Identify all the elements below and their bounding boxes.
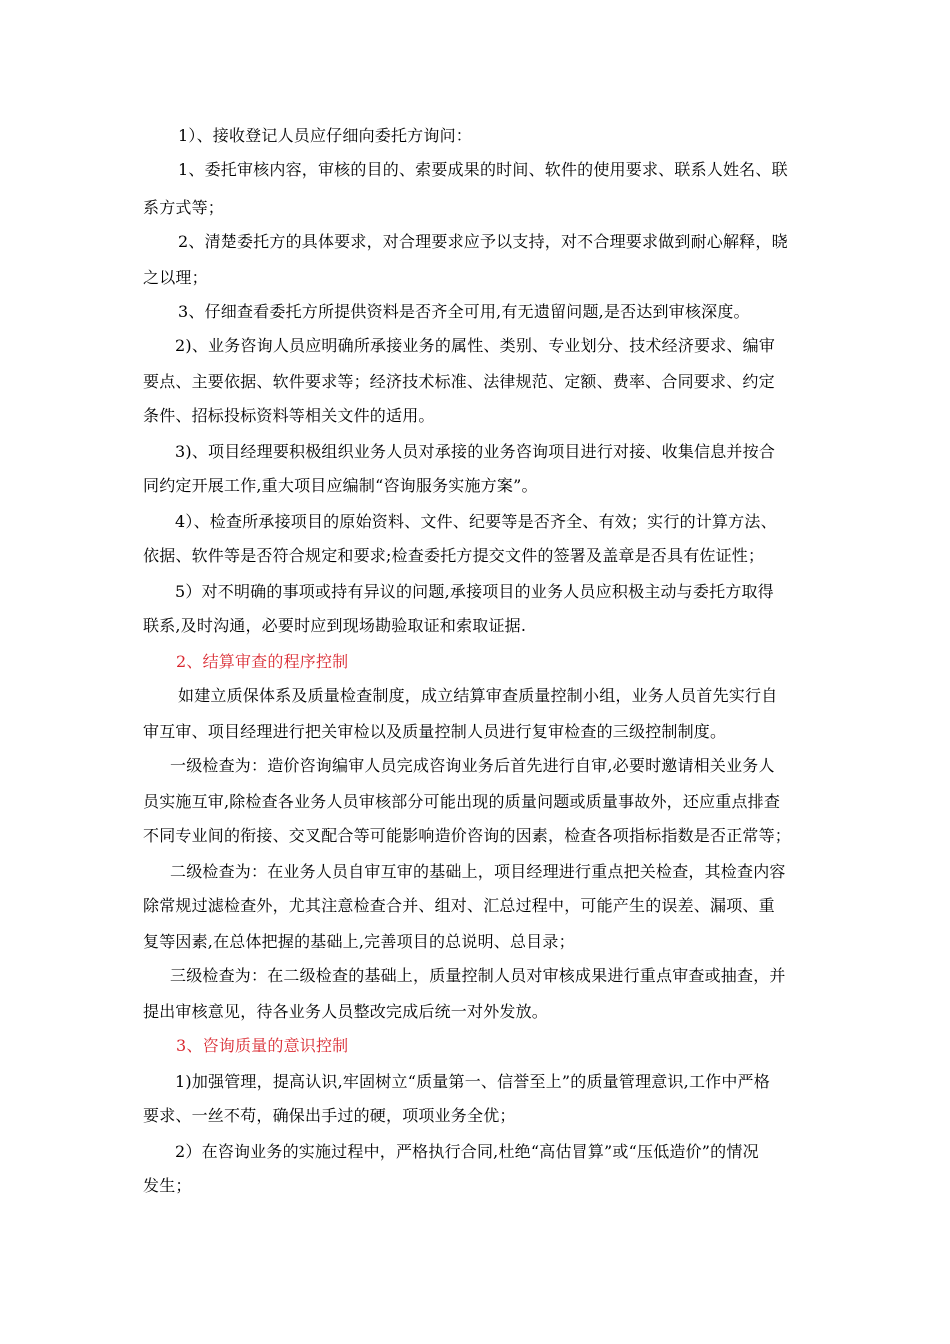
paragraph-line: 同约定开展工作,重大项目应编制“咨询服务实施方案”。 bbox=[143, 476, 538, 495]
paragraph-line: 之以理； bbox=[143, 268, 208, 287]
paragraph-line: 1、委托审核内容，审核的目的、索要成果的时间、软件的使用要求、联系人姓名、联 bbox=[178, 160, 788, 179]
paragraph-line: 复等因素,在总体把握的基础上,完善项目的总说明、总目录； bbox=[143, 932, 575, 951]
paragraph-line: 4）、检查所承接项目的原始资料、文件、纪要等是否齐全、有效；实行的计算方法、 bbox=[175, 512, 777, 531]
paragraph-line: 联系,及时沟通，必要时应到现场勘验取证和索取证据. bbox=[143, 616, 527, 635]
paragraph-line: 3、仔细查看委托方所提供资料是否齐全可用,有无遗留问题,是否达到审核深度。 bbox=[178, 302, 750, 321]
paragraph-line: 不同专业间的衔接、交叉配合等可能影响造价咨询的因素，检查各项指标指数是否正常等； bbox=[143, 826, 792, 845]
paragraph-line: 3)、项目经理要积极组织业务人员对承接的业务咨询项目进行对接、收集信息并按合 bbox=[175, 442, 776, 461]
paragraph-line: 依据、软件等是否符合规定和要求;检查委托方提交文件的签署及盖章是否具有佐证性； bbox=[143, 546, 765, 565]
section-heading-settlement-review: 2、结算审查的程序控制 bbox=[176, 652, 349, 671]
paragraph-line: 2、清楚委托方的具体要求，对合理要求应予以支持，对不合理要求做到耐心解释，晓 bbox=[178, 232, 788, 251]
paragraph-line: 员实施互审,除检查各业务人员审核部分可能出现的质量问题或质量事故外，还应重点排查 bbox=[143, 792, 781, 811]
paragraph-line: 2）在咨询业务的实施过程中，严格执行合同,杜绝“高估冒算”或“压低造价”的情况 bbox=[175, 1142, 759, 1161]
paragraph-line: 1)加强管理，提高认识,牢固树立“质量第一、信誉至上”的质量管理意识,工作中严格 bbox=[175, 1072, 770, 1091]
paragraph-line: 1）、接收登记人员应仔细向委托方询问： bbox=[178, 126, 472, 145]
paragraph-line: 二级检查为：在业务人员自审互审的基础上，项目经理进行重点把关检查，其检查内容 bbox=[170, 862, 786, 881]
paragraph-line: 要求、一丝不苟，确保出手过的硬，项项业务全优； bbox=[143, 1106, 516, 1125]
paragraph-line: 5）对不明确的事项或持有异议的问题,承接项目的业务人员应积极主动与委托方取得 bbox=[175, 582, 774, 601]
section-heading-quality-awareness: 3、咨询质量的意识控制 bbox=[176, 1036, 349, 1055]
paragraph-line: 除常规过滤检查外，尤其注意检查合并、组对、汇总过程中，可能产生的误差、漏项、重 bbox=[143, 896, 775, 915]
paragraph-line: 如建立质保体系及质量检查制度，成立结算审查质量控制小组，业务人员首先实行自 bbox=[178, 686, 778, 705]
paragraph-line: 2)、业务咨询人员应明确所承接业务的属性、类别、专业划分、技术经济要求、编审 bbox=[175, 336, 776, 355]
paragraph-line: 条件、招标投标资料等相关文件的适用。 bbox=[143, 406, 435, 425]
paragraph-line: 发生； bbox=[143, 1176, 192, 1195]
paragraph-line: 审互审、项目经理进行把关审检以及质量控制人员进行复审检查的三级控制制度。 bbox=[143, 722, 727, 741]
paragraph-line: 三级检查为：在二级检查的基础上，质量控制人员对审核成果进行重点审查或抽查，并 bbox=[170, 966, 786, 985]
paragraph-line: 提出审核意见，待各业务人员整改完成后统一对外发放。 bbox=[143, 1002, 549, 1021]
paragraph-line: 系方式等； bbox=[143, 198, 225, 217]
paragraph-line: 要点、主要依据、软件要求等；经济技术标准、法律规范、定额、费率、合同要求、约定 bbox=[143, 372, 775, 391]
paragraph-line: 一级检查为：造价咨询编审人员完成咨询业务后首先进行自审,必要时邀请相关业务人 bbox=[170, 756, 775, 775]
